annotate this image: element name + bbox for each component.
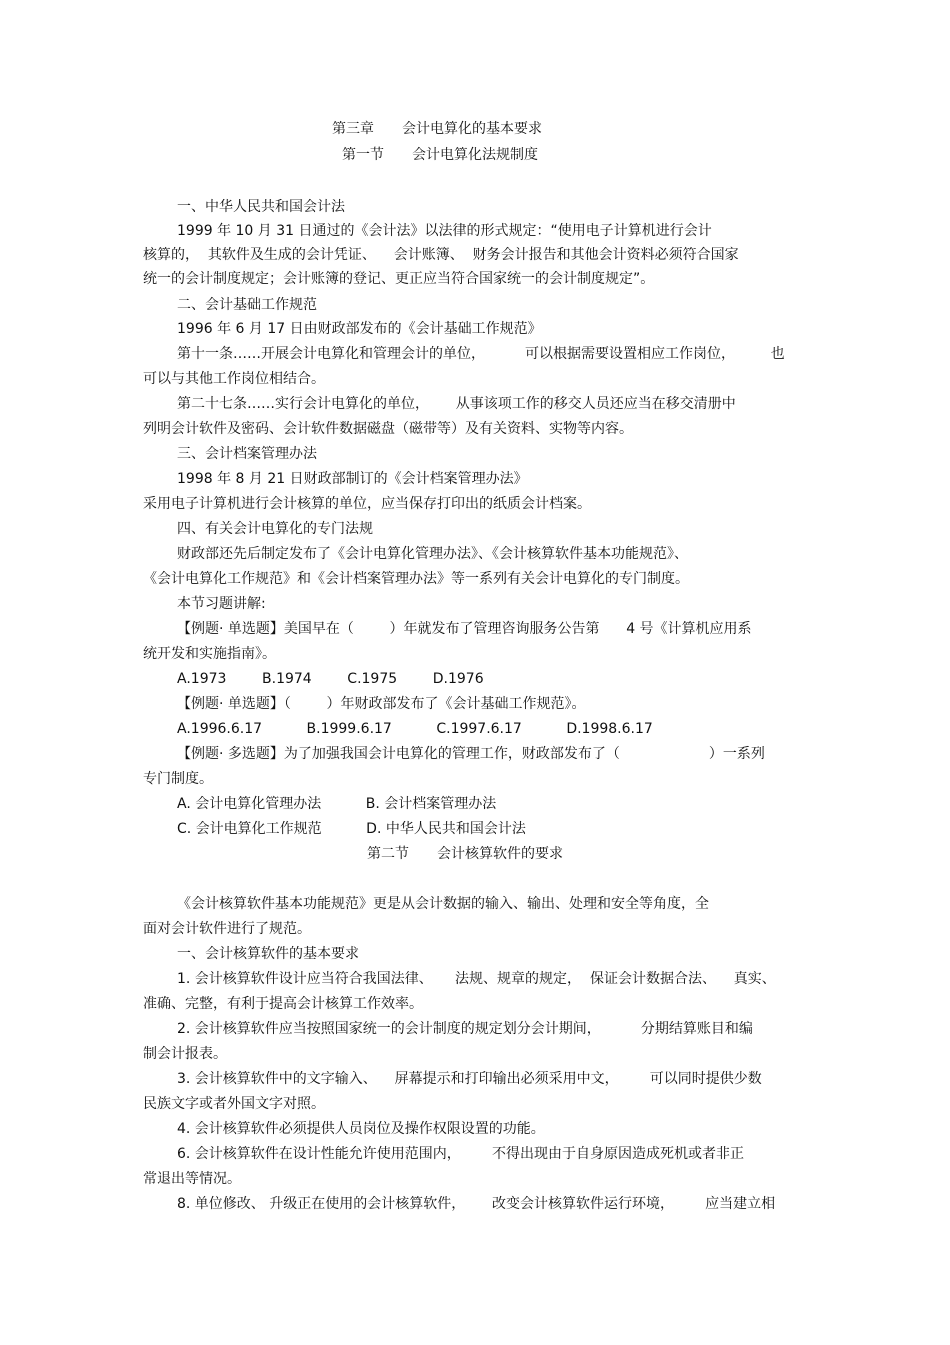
list-item: 准确、完整，有利于提高会计核算工作效率。 (143, 996, 423, 1012)
list-item: 2. 会计核算软件应当按照国家统一的会计制度的规定划分会计期间， 分期结算账目和编 (177, 1021, 753, 1037)
heading-software-requirements: 一、会计核算软件的基本要求 (177, 946, 359, 962)
paragraph-line: 1998 年 8 月 21 日财政部制订的《会计档案管理办法》 (177, 471, 528, 487)
exercise-options: A.1996.6.17 B.1999.6.17 C.1997.6.17 D.1998.6.17 (177, 721, 653, 737)
heading-basic-work-standard: 二、会计基础工作规范 (177, 297, 317, 313)
paragraph-line: 列明会计软件及密码、会计软件数据磁盘（磁带等）及有关资料、实物等内容。 (143, 421, 633, 437)
paragraph-line: 核算的， 其软件及生成的会计凭证、 会计账簿、 财务会计报告和其他会计资料必须符合国家 (143, 247, 739, 263)
paragraph-line: 1996 年 6 月 17 日由财政部发布的《会计基础工作规范》 (177, 321, 542, 337)
list-item: 4. 会计核算软件必须提供人员岗位及操作权限设置的功能。 (177, 1121, 545, 1137)
exercise-heading: 本节习题讲解: (177, 596, 266, 612)
paragraph-line: 财政部还先后制定发布了《会计电算化管理办法》、《会计核算软件基本功能规范》、 (177, 546, 688, 562)
paragraph-line: 1999 年 10 月 31 日通过的《会计法》以法律的形式规定：“使用电子计算机进行会计 (177, 223, 712, 239)
exercise-options: A.1973 B.1974 C.1975 D.1976 (177, 671, 484, 687)
list-item: 8. 单位修改、 升级正在使用的会计核算软件， 改变会计核算软件运行环境， 应当建立相 (177, 1196, 776, 1212)
paragraph-line: 第二十七条……实行会计电算化的单位， 从事该项工作的移交人员还应当在移交清册中 (177, 396, 736, 412)
section1-title: 第一节 会计电算化法规制度 (342, 147, 538, 163)
list-item: 制会计报表。 (143, 1046, 227, 1062)
paragraph-line: 面对会计软件进行了规范。 (143, 921, 311, 937)
heading-archive-management: 三、会计档案管理办法 (177, 446, 317, 462)
list-item: 3. 会计核算软件中的文字输入、 屏幕提示和打印输出必须采用中文， 可以同时提供少数 (177, 1071, 762, 1087)
chapter-title: 第三章 会计电算化的基本要求 (332, 121, 542, 137)
section2-title: 第二节 会计核算软件的要求 (367, 846, 563, 862)
list-item: 常退出等情况。 (143, 1171, 241, 1187)
paragraph-line: 可以与其他工作岗位相结合。 (143, 371, 325, 387)
paragraph-line: 采用电子计算机进行会计核算的单位，应当保存打印出的纸质会计档案。 (143, 496, 591, 512)
heading-special-regulations: 四、有关会计电算化的专门法规 (177, 521, 373, 537)
heading-accounting-law: 一、中华人民共和国会计法 (177, 199, 345, 215)
exercise-question: 专门制度。 (143, 771, 213, 787)
exercise-question: 统开发和实施指南》。 (143, 646, 276, 662)
exercise-question: 【例题· 单选题】（ ）年财政部发布了《会计基础工作规范》。 (177, 696, 586, 712)
paragraph-line: 《会计核算软件基本功能规范》更是从会计数据的输入、输出、处理和安全等角度，全 (177, 896, 709, 912)
paragraph-line: 第十一条……开展会计电算化和管理会计的单位， 可以根据需要设置相应工作岗位， 也 (177, 346, 785, 362)
exercise-options: C. 会计电算化工作规范 D. 中华人民共和国会计法 (177, 821, 526, 837)
list-item: 民族文字或者外国文字对照。 (143, 1096, 325, 1112)
exercise-options: A. 会计电算化管理办法 B. 会计档案管理办法 (177, 796, 497, 812)
list-item: 6. 会计核算软件在设计性能允许使用范围内， 不得出现由于自身原因造成死机或者非正 (177, 1146, 744, 1162)
paragraph-line: 《会计电算化工作规范》和《会计档案管理办法》等一系列有关会计电算化的专门制度。 (143, 571, 689, 587)
paragraph-line: 统一的会计制度规定；会计账簿的登记、更正应当符合国家统一的会计制度规定”。 (143, 271, 655, 287)
exercise-question: 【例题· 多选题】为了加强我国会计电算化的管理工作，财政部发布了（ ）一系列 (177, 746, 765, 762)
list-item: 1. 会计核算软件设计应当符合我国法律、 法规、规章的规定， 保证会计数据合法、 真实、 (177, 971, 776, 987)
exercise-question: 【例题· 单选题】美国早在（ ）年就发布了管理咨询服务公告第 4 号《计算机应用系 (177, 621, 752, 637)
